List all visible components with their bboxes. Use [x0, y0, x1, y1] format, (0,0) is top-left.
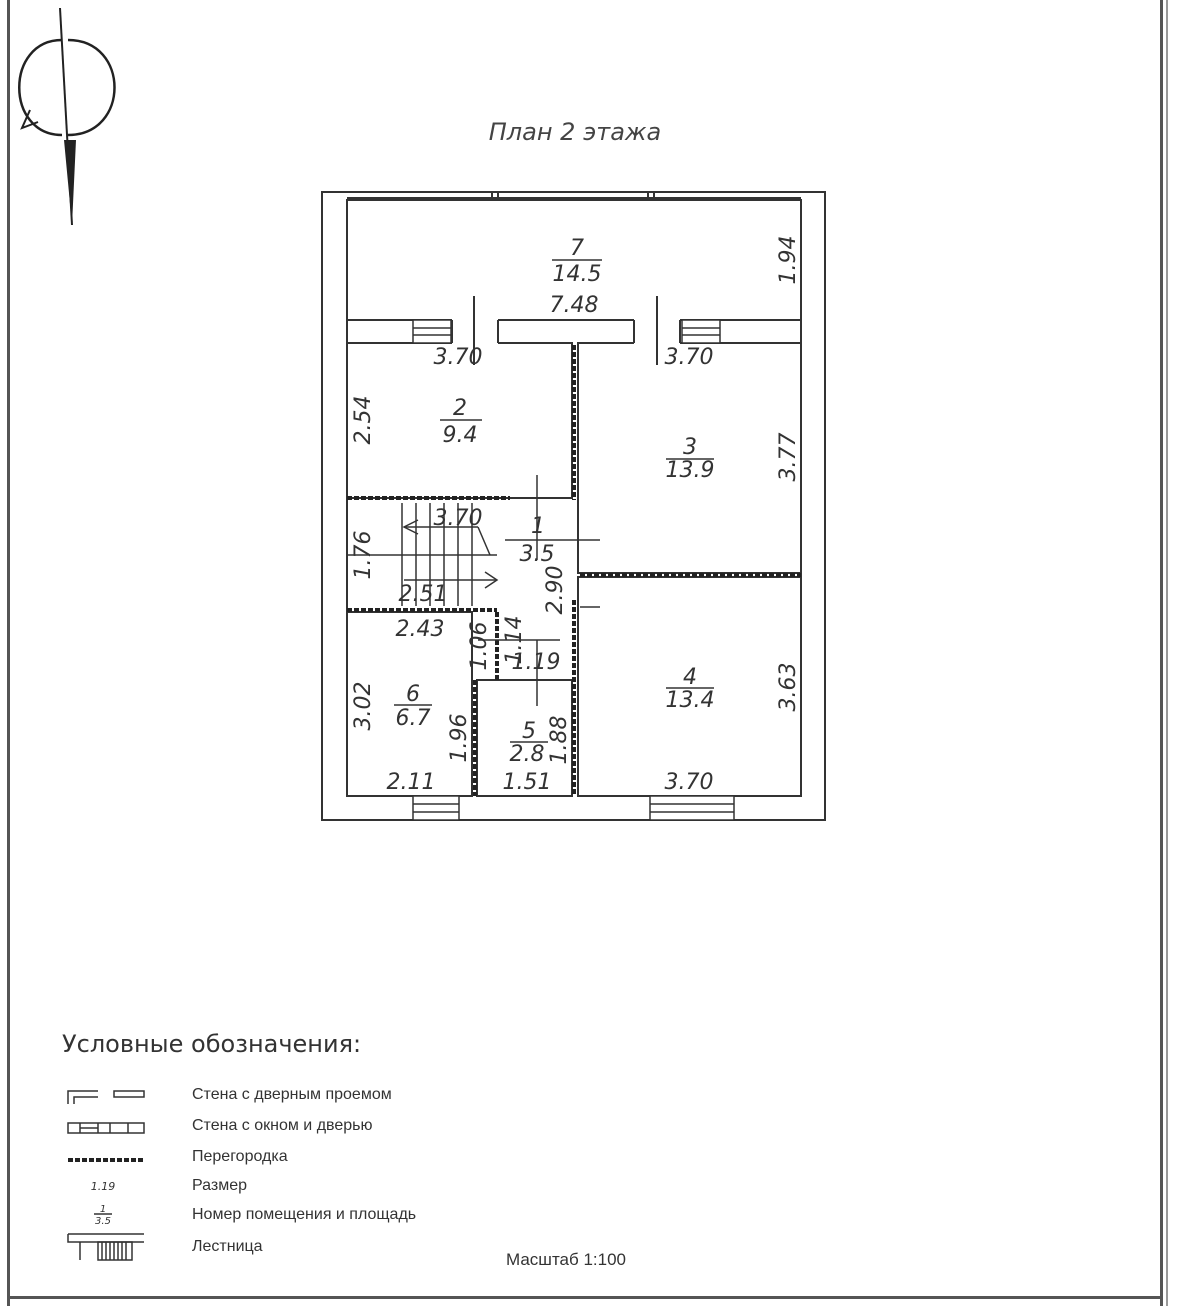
dim-r6-width: 2.11 — [386, 770, 436, 795]
room-4-area: 13.4 — [665, 688, 715, 713]
dim-r3-width: 3.70 — [664, 345, 714, 370]
room-7-area: 14.5 — [552, 262, 602, 287]
legend-room-number-sample: 1 — [99, 1204, 107, 1215]
dim-door-114: 1.14 — [502, 615, 527, 665]
room-2-area: 9.4 — [442, 423, 478, 448]
room-4-number: 4 — [683, 665, 697, 690]
legend-item-wall-window: Стена с окном и дверью — [192, 1117, 373, 1134]
wall-window-door-icon — [68, 1123, 144, 1133]
dim-door-106: 1.06 — [467, 621, 492, 671]
dim-r4-width: 3.70 — [664, 770, 714, 795]
room-5-area: 2.8 — [509, 742, 545, 767]
dim-r5-width: 1.51 — [502, 770, 552, 795]
legend-item-room: Номер помещения и площадь — [192, 1206, 417, 1223]
room-7-number: 7 — [570, 236, 584, 261]
dim-r2-width: 3.70 — [433, 345, 483, 370]
legend-room-area-sample: 3.5 — [95, 1216, 111, 1227]
room-2-number: 2 — [453, 396, 467, 421]
stair-legend-icon — [68, 1234, 144, 1260]
dim-r6-inner-height: 1.96 — [447, 713, 472, 763]
dim-r6-height: 3.02 — [351, 681, 376, 731]
room-6-number: 6 — [406, 682, 420, 707]
dim-r4-height: 3.63 — [776, 662, 801, 712]
room-1-area: 3.5 — [519, 542, 555, 567]
dim-r7-height: 1.94 — [776, 235, 801, 285]
scale-label: Масштаб 1:100 — [506, 1250, 626, 1269]
room-5-number: 5 — [522, 719, 536, 744]
dim-stair-height: 1.76 — [351, 530, 376, 580]
dim-stair-width: 3.70 — [433, 506, 483, 531]
legend-item-partition: Перегородка — [192, 1148, 288, 1165]
dim-hall-119: 1.19 — [511, 650, 561, 675]
room-6-area: 6.7 — [395, 706, 431, 731]
wall-door-opening-icon — [68, 1091, 144, 1104]
dim-r5-height: 1.88 — [547, 715, 572, 765]
dim-r3-height: 3.77 — [776, 432, 801, 482]
dim-r7-width: 7.48 — [549, 293, 599, 318]
legend-item-wall-door: Стена с дверным проемом — [192, 1086, 392, 1103]
plan-title: План 2 этажа — [488, 118, 662, 146]
dim-stair-inner: 2.51 — [398, 582, 448, 607]
legend-item-size: Размер — [192, 1177, 247, 1194]
door-openings — [452, 318, 680, 345]
north-arrow-icon — [19, 8, 114, 225]
legend-item-stair: Лестница — [192, 1238, 263, 1255]
legend-size-sample: 1.19 — [90, 1180, 116, 1193]
dim-hall-height: 2.90 — [543, 565, 568, 615]
legend-title: Условные обозначения: — [62, 1030, 362, 1058]
dim-r6-top-width: 2.43 — [395, 617, 445, 642]
dim-r2-height: 2.54 — [351, 395, 376, 445]
room-3-area: 13.9 — [665, 458, 715, 483]
room-1-number: 1 — [531, 514, 545, 539]
legend-symbols — [68, 1091, 144, 1260]
room-3-number: 3 — [683, 435, 697, 460]
